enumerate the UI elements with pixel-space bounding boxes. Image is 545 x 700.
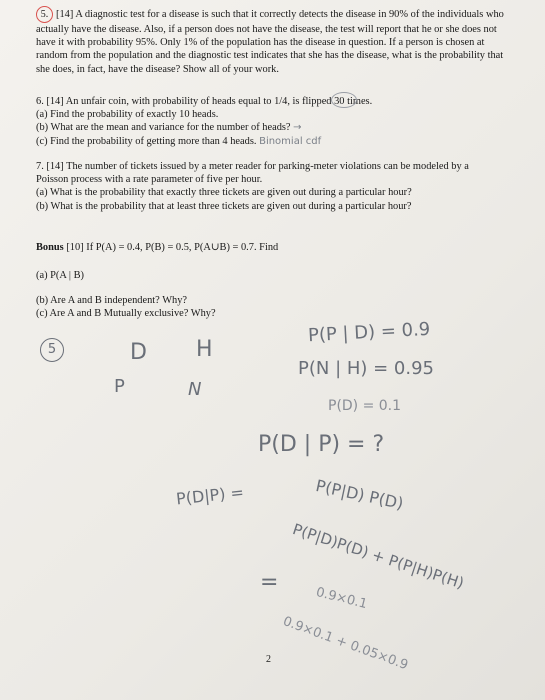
hw-eq-numeric-denominator: 0.9×0.1 + 0.05×0.9 xyxy=(280,614,410,674)
question-5 xyxy=(36,6,504,76)
hw-d: D xyxy=(130,340,147,365)
hw-eq-specificity: P(N | H) = 0.95 xyxy=(298,358,435,379)
hw-circled-5: 5 xyxy=(40,338,64,362)
q7-line-3: (a) What is the probability that exactly three tickets are given out during a particular hour? xyxy=(36,187,412,199)
q6-part-b: (b) What are the mean and variance for the number of heads? xyxy=(36,122,291,134)
q6-part-c: (c) Find the probability of getting more than 4 heads. xyxy=(36,135,257,147)
hw-eq-prior: P(D) = 0.1 xyxy=(328,398,402,414)
circled-30-annotation xyxy=(331,92,357,108)
bonus-question xyxy=(36,241,278,254)
q7-line-1: 7. [14] The number of tickets issued by a meter reader for parking-meter violations can be modeled by a xyxy=(36,161,469,172)
q6-intro: 6. [14] An unfair coin, with probability of heads equal to 1/4, is flipped 30 times. xyxy=(36,96,373,107)
q5-line-2: actually have the disease. Also, if a person does not have the disease, the test will report that he or she does not xyxy=(36,24,497,35)
hw-eq-numeric-numerator: 0.9×0.1 xyxy=(314,585,369,613)
q5-line-4: random from the population and the diagnostic test indicates that she has the disease, what is the probability that xyxy=(36,50,504,62)
q5-line-5: she does, in fact, have the disease? Show all of your work. xyxy=(36,63,279,75)
hw-h: H xyxy=(196,337,213,362)
question-7 xyxy=(36,160,469,213)
bonus-part-c: (c) Are A and B Mutually exclusive? Why? xyxy=(36,308,216,320)
hw-n: N xyxy=(188,379,202,400)
bonus-part-a: (a) P(A | B) xyxy=(36,270,84,281)
q5-line-3: have it with probability 95%. Only 1% of the population has the disease in question. If a person is chosen at xyxy=(36,37,485,49)
hw-eq-bayes-denominator: P(P|D)P(D) + P(P|H)P(H) xyxy=(290,520,467,593)
hw-p: P xyxy=(114,376,125,397)
page-number: 2 xyxy=(266,654,271,665)
bonus-parts-bc xyxy=(36,294,216,320)
q6-part-a: (a) Find the probability of exactly 10 heads. xyxy=(36,109,219,121)
q7-line-4: (b) What is the probability that at least three tickets are given out during a particular hour? xyxy=(36,200,412,212)
q6-arrow-note: → xyxy=(293,122,302,134)
q7-line-2: Poisson process with a rate parameter of five per hour. xyxy=(36,174,263,186)
hw-eq-bayes-left: P(D|P) = xyxy=(175,482,245,509)
hw-eq-question: P(D | P) = ? xyxy=(258,432,385,457)
q6-binomial-note: Binomial cdf xyxy=(259,135,322,147)
bonus-label: Bonus xyxy=(36,242,64,253)
hw-eq-bayes-numerator: P(P|D) P(D) xyxy=(314,476,406,514)
hw-equals-sign: = xyxy=(260,570,279,595)
question-5-number-circled: 5. xyxy=(36,6,53,23)
bonus-text: [10] If P(A) = 0.4, P(B) = 0.5, P(A∪B) = 0.7. Find xyxy=(66,242,279,253)
question-6 xyxy=(36,95,372,148)
hw-eq-sensitivity: P(P | D) = 0.9 xyxy=(307,318,431,347)
q5-line-1: [14] A diagnostic test for a disease is such that it correctly detects the disease in 90% of the individuals who xyxy=(56,9,504,20)
bonus-part-b: (b) Are A and B independent? Why? xyxy=(36,295,188,306)
